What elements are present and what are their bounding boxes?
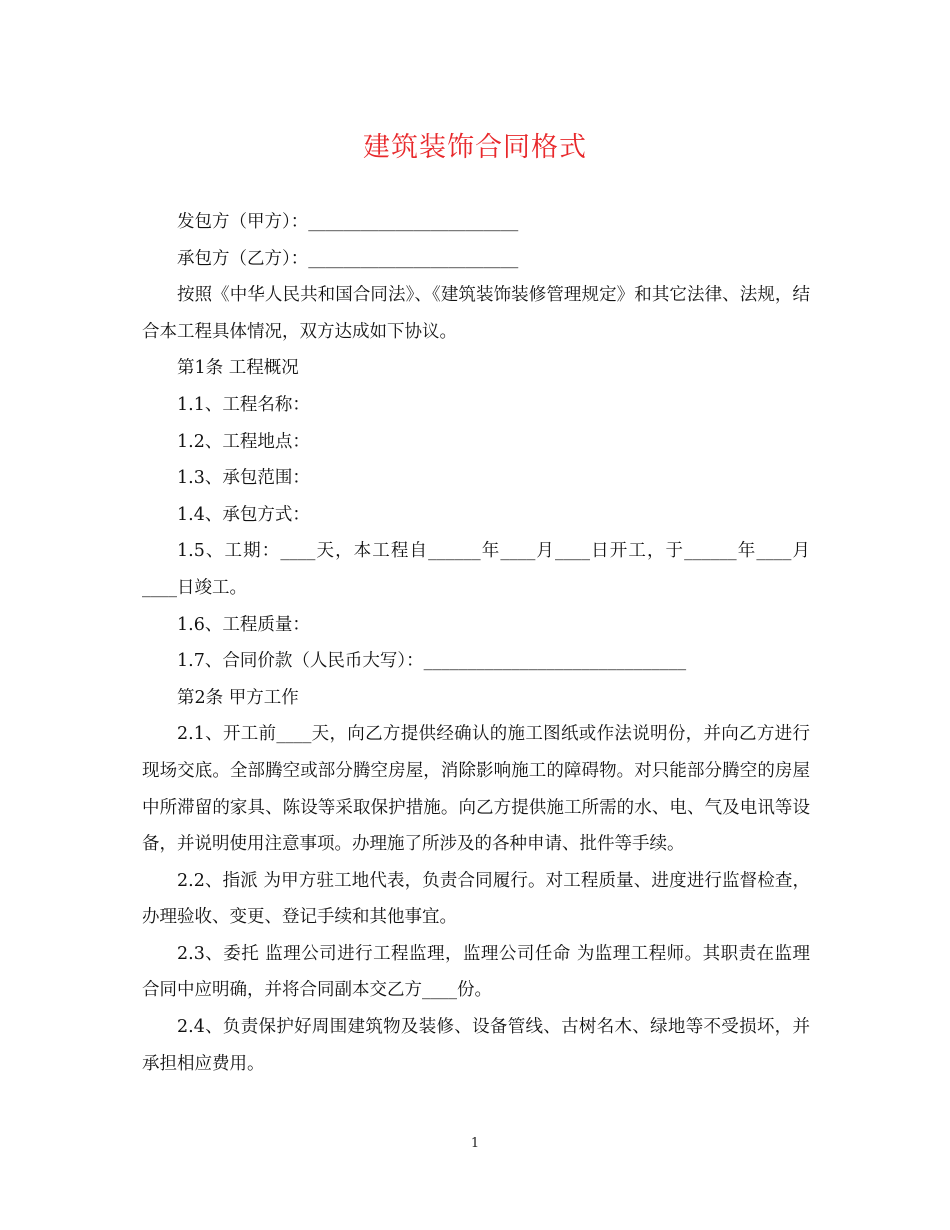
clause-1-5: 1.5、工期：____天，本工程自______年____月____日开工，于______年____月____日竣工。 [142, 541, 810, 598]
clause-1-4: 1.4、承包方式： [177, 504, 310, 525]
party-a-line: 发包方（甲方）：________________________ [177, 212, 519, 232]
clause-1-3: 1.3、承包范围： [177, 468, 310, 489]
clause-1-1: 1.1、工程名称： [177, 394, 310, 415]
clause-1-6: 1.6、工程质量： [177, 614, 310, 635]
preamble-paragraph: 按照《中华人民共和国合同法》、《建筑装饰装修管理规定》和其它法律、法规，结合本工程具体情况，双方达成如下协议。 [142, 285, 810, 342]
clause-2-3: 2.3、委托 监理公司进行工程监理，监理公司任命 为监理工程师。其职责在监理合同中应明确，并将合同副本交乙方____份。 [142, 943, 810, 1001]
article-2-heading: 第2条 甲方工作 [177, 687, 299, 708]
clause-1-2: 1.2、工程地点： [177, 431, 310, 452]
document-title: 建筑装饰合同格式 [363, 132, 587, 163]
page-number: 1 [470, 1136, 480, 1151]
party-b-line: 承包方（乙方）：________________________ [177, 248, 519, 269]
clause-1-7: 1.7、合同价款（人民币大写）：______________________________ [177, 651, 687, 672]
article-1-heading: 第1条 工程概况 [177, 358, 299, 379]
clause-2-4: 2.4、负责保护好周围建筑物及装修、设备管线、古树名木、绿地等不受损坏，并承担相应费用。 [142, 1017, 810, 1074]
clause-2-1: 2.1、开工前____天，向乙方提供经确认的施工图纸或作法说明份，并向乙方进行现场交底。全部腾空或部分腾空房屋，消除影响施工的障碍物。对只能部分腾空的房屋中所滞留的家具、陈设等采取保护措施。向乙方提供施工所需的水、电、气及电讯等设备，并说明使用注意事项。办理施了所涉及的各种申请、批件等手续。 [142, 724, 810, 855]
clause-2-2: 2.2、指派 为甲方驻工地代表，负责合同履行。对工程质量、进度进行监督检查，办理验收、变更、登记手续和其他事宜。 [142, 870, 810, 928]
document-body [142, 204, 810, 1082]
